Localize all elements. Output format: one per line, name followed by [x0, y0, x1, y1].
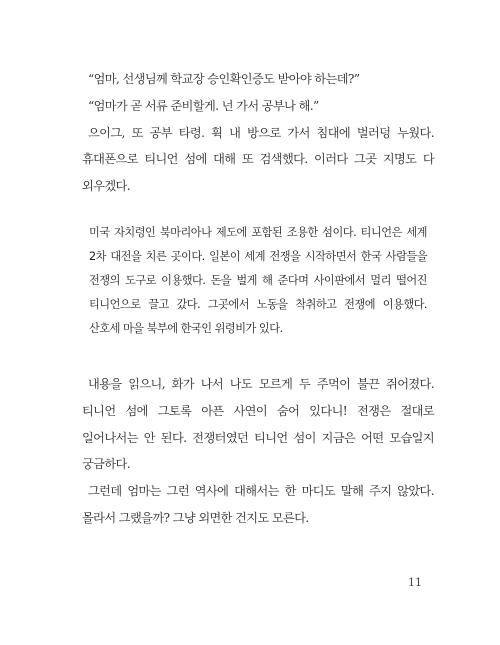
dialogue-line: “엄마, 선생님께 학교장 승인확인증도 받아야 하는데?” [88, 72, 360, 86]
narration-paragraph: 그런데 엄마는 그런 역사에 대해서는 한 마디도 말해 주지 않았다. 몰라서 그랬을까? 그냥 외면한 건지도 모른다. [82, 484, 434, 525]
search-result-excerpt [89, 221, 427, 341]
narration-paragraph: 으이그, 또 공부 타령. 휙 내 방으로 가서 침대에 벌러덩 누웠다. 휴대폰으로 티니언 섬에 대해 또 검색했다. 이러다 그곳 지명도 다 외우겠다. [82, 125, 434, 194]
dialogue-line: “엄마가 곧 서류 준비할게. 넌 가서 공부나 해.” [88, 98, 319, 113]
excerpt-text: 미국 자치령인 북마리아나 제도에 포함된 조용한 섬이다. 티니언은 세계 2차 대전을 치른 곳이다. 일본이 세계 전쟁을 시작하면서 한국 사람들을 전쟁의 도구로 이용했다. 돈을 벌게 해 준다며 사이판에서 멀리 떨어진 티니언으로 끌고 갔다. 그곳에서 노동을 착취하고 전쟁에 이용했다. 산호세 마을 북부에 한국인 위령비가 있다. [89, 226, 427, 335]
body-text-top [82, 66, 434, 200]
page-number: 11 [408, 576, 422, 589]
body-text-bottom [82, 371, 434, 532]
narration-paragraph: 내용을 읽으니, 화가 나서 나도 모르게 두 주먹이 불끈 쥐어졌다. 티니언 섬에 그토록 아픈 사연이 숨어 있다니! 전쟁은 절대로 일어나서는 안 된다. 전쟁터였던 티니언 섬이 지금은 어떤 모습일지 궁금하다. [82, 377, 434, 472]
